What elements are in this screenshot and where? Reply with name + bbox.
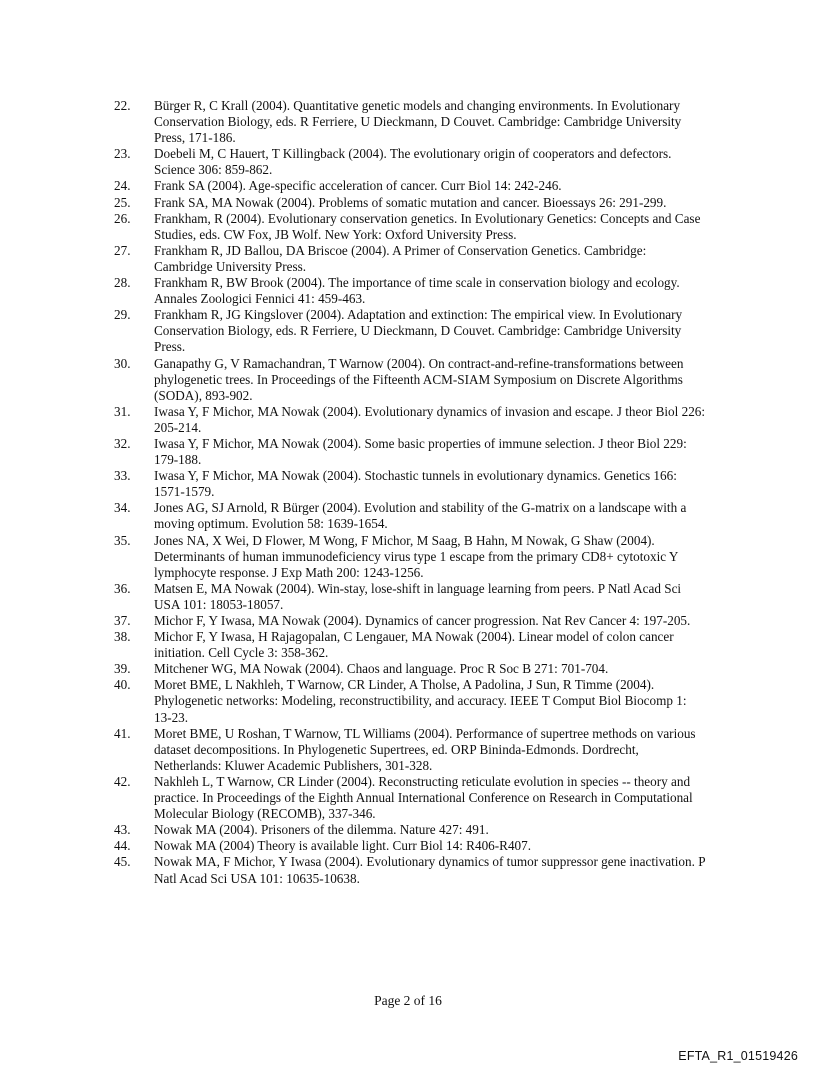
reference-list [114,98,706,887]
reference-number: 39. [114,661,131,677]
reference-number: 28. [114,275,131,291]
reference-text: Moret BME, U Roshan, T Warnow, TL Williams (2004). Performance of supertree methods on various dataset decompositions. In Phylogenetic Supertrees, ed. ORP Bininda-Edmonds. Dordrecht, Netherlands: Kluwer Academic Publishers, 301-328. [154,725,696,773]
reference-item [114,178,706,194]
reference-text: Nowak MA, F Michor, Y Iwasa (2004). Evolutionary dynamics of tumor suppressor gene inactivation. P Natl Acad Sci USA 101: 10635-10638. [154,854,706,886]
reference-item [114,146,706,178]
reference-number: 41. [114,725,131,741]
reference-number: 24. [114,178,131,194]
reference-number: 32. [114,435,131,451]
reference-item [114,356,706,404]
reference-item [114,211,706,243]
reference-text: Iwasa Y, F Michor, MA Nowak (2004). Evolutionary dynamics of invasion and escape. J theor Biol 226: 205-214. [154,403,706,435]
reference-text: Ganapathy G, V Ramachandran, T Warnow (2004). On contract-and-refine-transformations between phylogenetic trees. In Proceedings of the Fifteenth ACM-SIAM Symposium on Discrete Algorithms (SODA), 893-902. [154,355,684,403]
reference-item [114,275,706,307]
document-id: EFTA_R1_01519426 [678,1049,798,1063]
reference-text: Frankham R, JD Ballou, DA Briscoe (2004). A Primer of Conservation Genetics. Cambridge: Cambridge University Press. [154,242,647,274]
reference-item [114,838,706,854]
reference-text: Nakhleh L, T Warnow, CR Linder (2004). Reconstructing reticulate evolution in species -- theory and practice. In Proceedings of the Eighth Annual International Conference on Research in Computational Molecular Biology (RECOMB), 337-346. [154,773,693,822]
reference-text: Moret BME, L Nakhleh, T Warnow, CR Linder, A Tholse, A Padolina, J Sun, R Timme (2004). Phylogenetic networks: Modeling, reconstructibility, and accuracy. IEEE T Comput Biol Biocomp 1: 13-23. [154,677,687,725]
reference-text: Jones NA, X Wei, D Flower, M Wong, F Michor, M Saag, B Hahn, M Nowak, G Shaw (2004). Determinants of human immunodeficiency virus type 1 escape from the primary CD8+ cytotoxic Y lymphocyte response. J Exp Math 200: 1243-1256. [154,532,678,580]
reference-text: Michor F, Y Iwasa, MA Nowak (2004). Dynamics of cancer progression. Nat Rev Cancer 4: 197-205. [154,613,691,628]
reference-item [114,243,706,275]
reference-text: Jones AG, SJ Arnold, R Bürger (2004). Evolution and stability of the G-matrix on a landscape with a moving optimum. Evolution 58: 1639-1654. [154,500,687,532]
reference-number: 29. [114,307,131,323]
reference-text: Michor F, Y Iwasa, H Rajagopalan, C Lengauer, MA Nowak (2004). Linear model of colon cancer initiation. Cell Cycle 3: 358-362. [154,629,674,661]
reference-number: 35. [114,532,131,548]
reference-item [114,774,706,822]
reference-text: Frankham, R (2004). Evolutionary conservation genetics. In Evolutionary Genetics: Concepts and Case Studies, eds. CW Fox, JB Wolf. New York: Oxford University Press. [154,210,701,242]
reference-number: 33. [114,468,131,484]
reference-item [114,661,706,677]
reference-text: Matsen E, MA Nowak (2004). Win-stay, lose-shift in language learning from peers. P Natl Acad Sci USA 101: 18053-18057. [154,580,682,612]
reference-text: Nowak MA (2004). Prisoners of the dilemma. Nature 427: 491. [154,822,489,838]
reference-text: Bürger R, C Krall (2004). Quantitative genetic models and changing environments. In Evolutionary Conservation Biology, eds. R Ferriere, U Dieckmann, D Couvet. Cambridge: Cambridge University Press, 171-186. [154,98,682,146]
reference-item [114,613,706,629]
reference-item [114,500,706,532]
reference-item [114,468,706,500]
reference-text: Frankham R, BW Brook (2004). The importance of time scale in conservation biology and ecology. Annales Zoologici Fennici 41: 459-463. [154,275,680,307]
reference-text: Iwasa Y, F Michor, MA Nowak (2004). Some basic properties of immune selection. J theor Biol 229: 179-188. [154,435,687,468]
reference-number: 38. [114,629,131,645]
reference-number: 27. [114,242,131,258]
reference-number: 40. [114,677,131,693]
reference-item [114,307,706,355]
reference-number: 34. [114,500,131,516]
reference-item [114,726,706,774]
reference-text: Frank SA, MA Nowak (2004). Problems of somatic mutation and cancer. Bioessays 26: 291-299. [154,194,667,210]
reference-number: 36. [114,580,131,596]
reference-number: 42. [114,773,131,789]
reference-text: Frank SA (2004). Age-specific acceleration of cancer. Curr Biol 14: 242-246. [154,178,562,194]
reference-item [114,533,706,581]
reference-number: 22. [114,98,131,113]
reference-number: 37. [114,613,131,628]
reference-item [114,404,706,436]
reference-number: 26. [114,210,131,226]
reference-text: Frankham R, JG Kingslover (2004). Adaptation and extinction: The empirical view. In Evolutionary Conservation Biology, eds. R Ferriere, U Dieckmann, D Couvet. Cambridge: Cambridge University Press. [154,307,683,355]
reference-text: Mitchener WG, MA Nowak (2004). Chaos and language. Proc R Soc B 271: 701-704. [154,661,609,677]
reference-number: 45. [114,854,131,870]
reference-item [114,854,706,886]
reference-number: 23. [114,146,131,162]
reference-text: Doebeli M, C Hauert, T Killingback (2004). The evolutionary origin of cooperators and defectors. Science 306: 859-862. [154,146,672,178]
reference-item [114,436,706,468]
reference-item [114,195,706,211]
reference-item [114,581,706,613]
reference-item [114,677,706,725]
reference-number: 43. [114,822,131,838]
reference-item [114,629,706,661]
reference-number: 44. [114,838,131,854]
reference-text: Iwasa Y, F Michor, MA Nowak (2004). Stochastic tunnels in evolutionary dynamics. Genetics 166: 1571-1579. [154,468,677,500]
reference-item [114,822,706,838]
reference-number: 25. [114,194,131,210]
reference-item [114,98,706,146]
reference-number: 31. [114,403,131,419]
reference-number: 30. [114,355,131,371]
reference-text: Nowak MA (2004) Theory is available light. Curr Biol 14: R406-R407. [154,838,532,854]
page-number: Page 2 of 16 [374,993,442,1008]
